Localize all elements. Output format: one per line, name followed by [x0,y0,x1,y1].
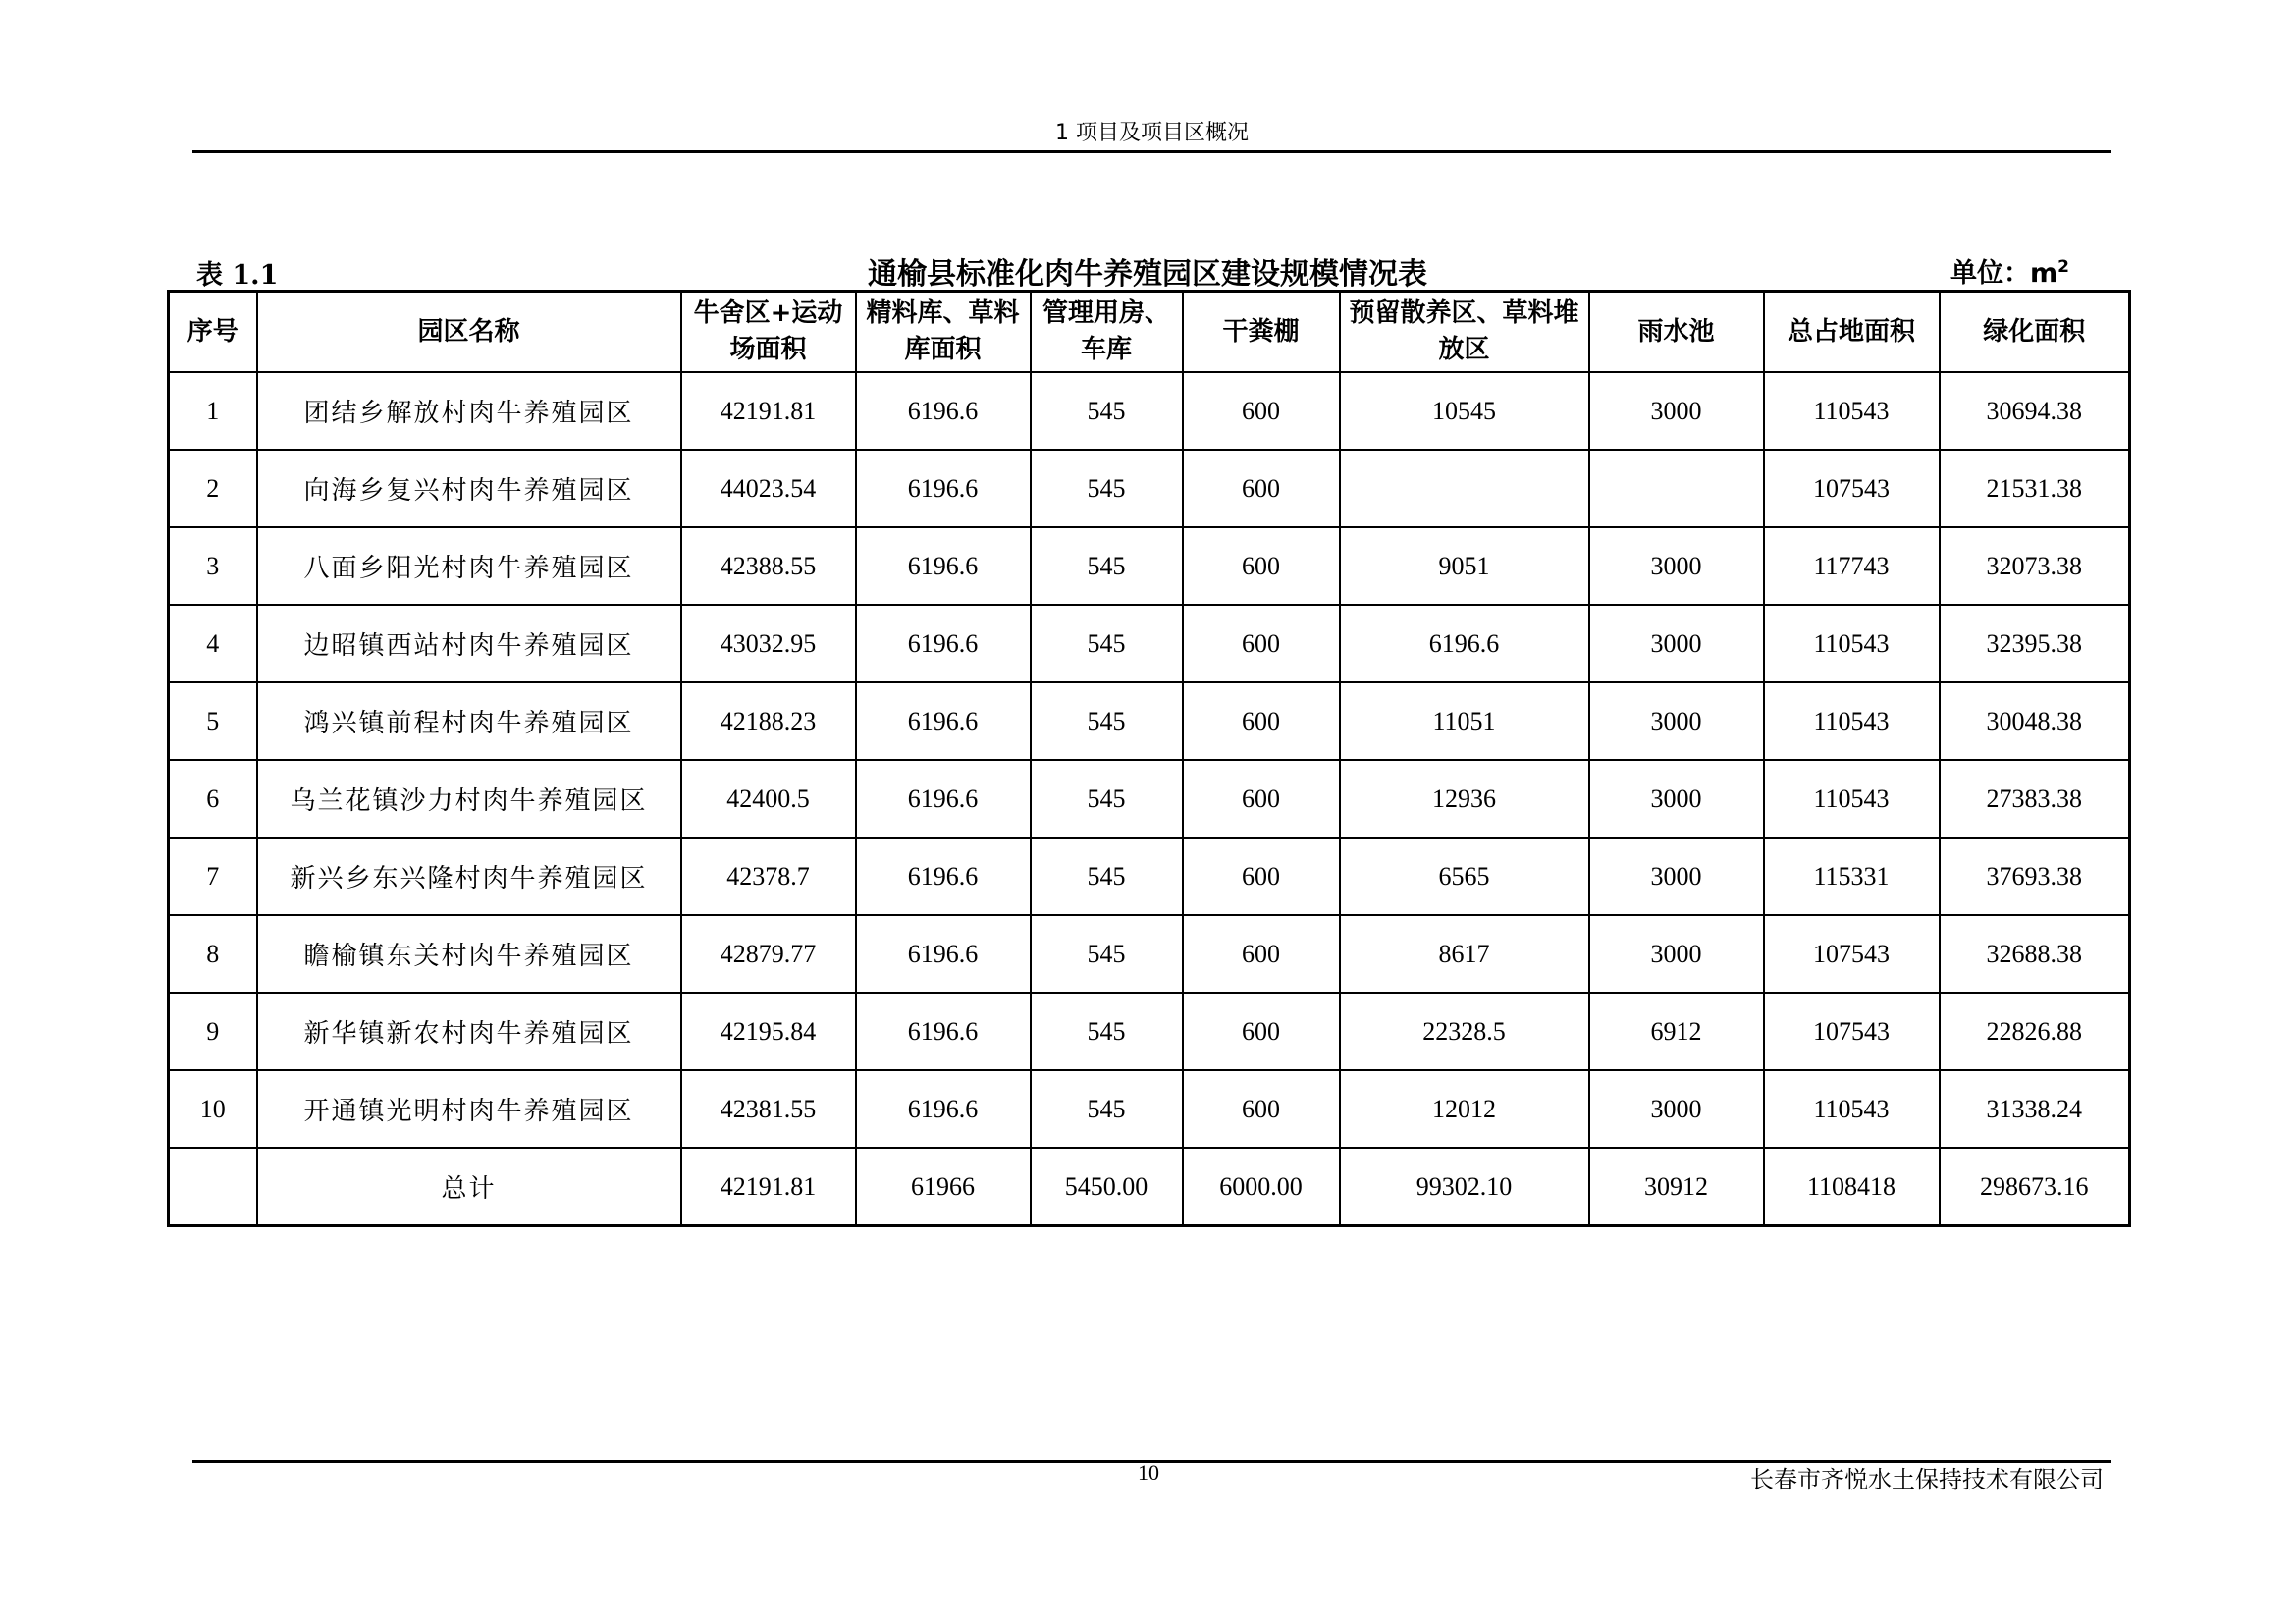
cell-park-name: 八面乡阳光村肉牛养殖园区 [257,527,681,605]
cell-rain-pool: 3000 [1589,915,1764,993]
cell-park-name: 瞻榆镇东关村肉牛养殖园区 [257,915,681,993]
cell-index: 4 [169,605,257,682]
cell-office-garage: 545 [1031,1070,1183,1148]
cell-park-name: 开通镇光明村肉牛养殖园区 [257,1070,681,1148]
cell-feed-store-area: 6196.6 [856,682,1031,760]
cell-green-area: 21531.38 [1940,450,2130,527]
cell-barn-area: 42195.84 [681,993,856,1070]
cell-total-area: 110543 [1764,682,1940,760]
total-cell-total-area: 1108418 [1764,1148,1940,1226]
cell-office-garage: 545 [1031,527,1183,605]
col-header-index: 序号 [169,292,257,373]
cell-reserved-area: 22328.5 [1340,993,1589,1070]
cell-index: 1 [169,372,257,450]
cell-total-area: 117743 [1764,527,1940,605]
total-cell-office-garage: 5450.00 [1031,1148,1183,1226]
col-header-reserved-area: 预留散养区、草料堆放区 [1340,292,1589,373]
page-number: 10 [1138,1460,1159,1485]
cell-reserved-area: 9051 [1340,527,1589,605]
table-row [169,993,2130,1070]
table-row [169,372,2130,450]
cell-park-name: 团结乡解放村肉牛养殖园区 [257,372,681,450]
table-row [169,1070,2130,1148]
cell-manure-shed: 600 [1183,1070,1340,1148]
total-cell-rain-pool: 30912 [1589,1148,1764,1226]
cell-feed-store-area: 6196.6 [856,527,1031,605]
cell-manure-shed: 600 [1183,682,1340,760]
cell-green-area: 22826.88 [1940,993,2130,1070]
total-cell-green-area: 298673.16 [1940,1148,2130,1226]
cell-green-area: 32073.38 [1940,527,2130,605]
table-body [169,372,2130,1226]
cell-office-garage: 545 [1031,372,1183,450]
cell-park-name: 新兴乡东兴隆村肉牛养殖园区 [257,838,681,915]
cell-office-garage: 545 [1031,838,1183,915]
cell-reserved-area [1340,450,1589,527]
table-title: 通榆县标准化肉牛养殖园区建设规模情况表 [868,257,1427,292]
cell-barn-area: 42879.77 [681,915,856,993]
cell-barn-area: 42388.55 [681,527,856,605]
total-cell-reserved-area: 99302.10 [1340,1148,1589,1226]
total-row [169,1148,2130,1226]
unit-text: 单位：m [1950,258,2058,289]
cell-office-garage: 545 [1031,450,1183,527]
cell-total-area: 110543 [1764,1070,1940,1148]
col-header-office-garage: 管理用房、车库 [1031,292,1183,373]
cell-park-name: 边昭镇西站村肉牛养殖园区 [257,605,681,682]
total-label: 总计 [257,1148,681,1226]
total-cell-manure-shed: 6000.00 [1183,1148,1340,1226]
cell-index: 10 [169,1070,257,1148]
company-name: 长春市齐悦水土保持技术有限公司 [1750,1466,2104,1493]
cell-feed-store-area: 6196.6 [856,993,1031,1070]
cell-green-area: 27383.38 [1940,760,2130,838]
cell-barn-area: 42378.7 [681,838,856,915]
running-header: 1 项目及项目区概况 [1055,121,1249,145]
cell-reserved-area: 10545 [1340,372,1589,450]
total-cell-feed-store-area: 61966 [856,1148,1031,1226]
scale-table [167,290,2131,1227]
cell-index: 8 [169,915,257,993]
cell-manure-shed: 600 [1183,372,1340,450]
cell-office-garage: 545 [1031,760,1183,838]
cell-barn-area: 42191.81 [681,372,856,450]
col-header-park-name: 园区名称 [257,292,681,373]
cell-green-area: 32688.38 [1940,915,2130,993]
table-header-row [169,292,2130,373]
table-caption [167,249,2128,292]
cell-reserved-area: 6565 [1340,838,1589,915]
cell-feed-store-area: 6196.6 [856,450,1031,527]
cell-barn-area: 43032.95 [681,605,856,682]
cell-total-area: 107543 [1764,915,1940,993]
cell-manure-shed: 600 [1183,915,1340,993]
cell-index: 3 [169,527,257,605]
cell-reserved-area: 12012 [1340,1070,1589,1148]
table-row [169,915,2130,993]
total-cell-index [169,1148,257,1226]
cell-feed-store-area: 6196.6 [856,1070,1031,1148]
cell-feed-store-area: 6196.6 [856,605,1031,682]
table-row [169,527,2130,605]
cell-barn-area: 44023.54 [681,450,856,527]
cell-barn-area: 42188.23 [681,682,856,760]
cell-office-garage: 545 [1031,993,1183,1070]
col-header-green-area: 绿化面积 [1940,292,2130,373]
col-header-rain-pool: 雨水池 [1589,292,1764,373]
cell-total-area: 107543 [1764,993,1940,1070]
cell-green-area: 32395.38 [1940,605,2130,682]
cell-manure-shed: 600 [1183,760,1340,838]
table-row [169,605,2130,682]
cell-total-area: 110543 [1764,372,1940,450]
col-header-manure-shed: 干粪棚 [1183,292,1340,373]
cell-rain-pool: 3000 [1589,527,1764,605]
cell-office-garage: 545 [1031,915,1183,993]
col-header-total-area: 总占地面积 [1764,292,1940,373]
cell-rain-pool: 3000 [1589,605,1764,682]
cell-feed-store-area: 6196.6 [856,838,1031,915]
cell-barn-area: 42400.5 [681,760,856,838]
cell-index: 6 [169,760,257,838]
table-row [169,838,2130,915]
table-row [169,760,2130,838]
cell-reserved-area: 6196.6 [1340,605,1589,682]
cell-green-area: 30694.38 [1940,372,2130,450]
cell-manure-shed: 600 [1183,527,1340,605]
cell-feed-store-area: 6196.6 [856,760,1031,838]
cell-manure-shed: 600 [1183,450,1340,527]
cell-reserved-area: 12936 [1340,760,1589,838]
cell-rain-pool: 3000 [1589,372,1764,450]
cell-green-area: 31338.24 [1940,1070,2130,1148]
cell-index: 7 [169,838,257,915]
cell-total-area: 115331 [1764,838,1940,915]
cell-office-garage: 545 [1031,682,1183,760]
unit-superscript: 2 [2057,257,2069,277]
table-number: 表 1.1 [196,260,279,291]
cell-office-garage: 545 [1031,605,1183,682]
cell-green-area: 30048.38 [1940,682,2130,760]
col-header-feed-store-area: 精料库、草料库面积 [856,292,1031,373]
cell-park-name: 向海乡复兴村肉牛养殖园区 [257,450,681,527]
cell-rain-pool: 3000 [1589,1070,1764,1148]
cell-feed-store-area: 6196.6 [856,915,1031,993]
cell-rain-pool: 3000 [1589,682,1764,760]
header-rule [192,150,2111,153]
total-cell-barn-area: 42191.81 [681,1148,856,1226]
cell-park-name: 鸿兴镇前程村肉牛养殖园区 [257,682,681,760]
cell-index: 5 [169,682,257,760]
cell-index: 9 [169,993,257,1070]
table-row [169,450,2130,527]
unit-label [1950,251,2069,290]
cell-manure-shed: 600 [1183,838,1340,915]
table-row [169,682,2130,760]
cell-barn-area: 42381.55 [681,1070,856,1148]
cell-manure-shed: 600 [1183,993,1340,1070]
cell-reserved-area: 11051 [1340,682,1589,760]
cell-manure-shed: 600 [1183,605,1340,682]
cell-park-name: 新华镇新农村肉牛养殖园区 [257,993,681,1070]
cell-green-area: 37693.38 [1940,838,2130,915]
cell-rain-pool: 6912 [1589,993,1764,1070]
cell-park-name: 乌兰花镇沙力村肉牛养殖园区 [257,760,681,838]
cell-feed-store-area: 6196.6 [856,372,1031,450]
cell-rain-pool: 3000 [1589,760,1764,838]
cell-total-area: 110543 [1764,760,1940,838]
col-header-barn-area: 牛舍区+运动场面积 [681,292,856,373]
cell-total-area: 107543 [1764,450,1940,527]
cell-rain-pool [1589,450,1764,527]
cell-index: 2 [169,450,257,527]
cell-rain-pool: 3000 [1589,838,1764,915]
cell-total-area: 110543 [1764,605,1940,682]
cell-reserved-area: 8617 [1340,915,1589,993]
